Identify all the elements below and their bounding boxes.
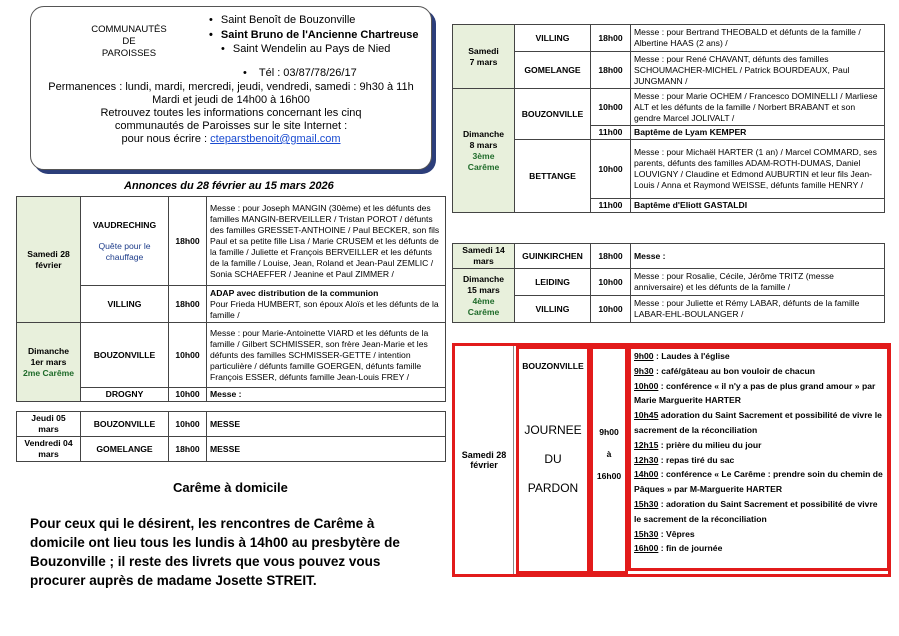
location-name: VAUDRECHING <box>92 219 157 230</box>
location-cell: VILLING <box>81 286 169 323</box>
time-cell: 18h00 <box>591 52 631 89</box>
mass-cell: Messe : pour Juliette et Rémy LABAR, défunts de la famille LABAR-EHL-BOULANGER / <box>631 296 885 323</box>
location-cell: BETTANGE <box>515 140 591 213</box>
hours-line: Mardi et jeudi de 14h00 à 16h00 <box>152 94 310 106</box>
table-row <box>453 244 885 269</box>
time-cell: 18h00 <box>169 437 207 462</box>
info-line: communautés de Paroisses sur le site Internet : <box>114 120 348 132</box>
location-cell: LEIDING <box>515 269 591 296</box>
mass-text: Pour Frieda HUMBERT, son époux Aloïs et les défunts de la famille / <box>210 298 439 320</box>
pardon-program <box>628 346 890 571</box>
mass-cell: MESSE <box>207 437 446 462</box>
weekday-table <box>16 411 446 462</box>
program-item: 10h45 adoration du Saint Sacrement et possibilité de vivre le sacrement de la réconciliation <box>634 410 882 435</box>
program-item: 16h00 : fin de journée <box>634 543 723 554</box>
baptism-cell: Baptême de Lyam KEMPER <box>631 126 885 140</box>
program-item: 12h30 : repas tiré du sac <box>634 454 735 465</box>
day-date: 1er mars <box>30 356 67 367</box>
time-cell: 11h00 <box>591 199 631 213</box>
time-cell: 10h00 <box>169 388 207 402</box>
info-line: Retrouvez toutes les informations concernant les cinq <box>100 107 362 119</box>
mass-cell: Messe : pour Michaël HARTER (1 an) / Marcel COMMARD, ses parents, défunts des familles ADAM-ROTH-DUMAS, Daniel LOUVIGNY / Claudine et Edmond AUBURTIN et leur fils Jean-Louis / Anna et Raymond WEISSE, défunts famille HENRY / <box>631 140 885 199</box>
parish-header-box <box>30 6 432 170</box>
right-schedule-table-2 <box>452 243 885 323</box>
time-cell: 10h00 <box>591 296 631 323</box>
hours-start: 9h00 <box>599 427 619 437</box>
program-item: 10h00 : conférence « il n'y a pas de plus grand amour » par Marie Marguerite HARTER <box>634 380 876 406</box>
table-row <box>17 412 446 437</box>
pardon-place-box <box>516 346 590 574</box>
mass-cell <box>207 286 446 323</box>
parish-item: • Saint Wendelin au Pays de Nied <box>221 42 429 57</box>
baptism-cell: Baptême d'Eliott GASTALDI <box>631 199 885 213</box>
location-cell: GOMELANGE <box>81 437 169 462</box>
program-item: 9h30 : café/gâteau au bon vouloir de chacun <box>634 365 815 376</box>
time-cell: 10h00 <box>169 412 207 437</box>
hours-line: Permanences : lundi, mardi, mercredi, jeudi, vendredi, samedi : 9h30 à 11h <box>48 81 414 93</box>
careme-title: Carême à domicile <box>173 480 288 495</box>
time-cell: 18h00 <box>169 197 207 286</box>
parish-list <box>209 13 429 57</box>
hours-end: 16h00 <box>596 471 622 481</box>
day-name: Samedi <box>468 45 499 56</box>
time-cell: 18h00 <box>169 286 207 323</box>
mass-cell: Messe : <box>207 388 446 402</box>
table-row <box>453 25 885 52</box>
location-cell: GUINKIRCHEN <box>515 244 591 269</box>
program-item: 15h30 : Vêpres <box>634 528 695 539</box>
left-schedule-table <box>16 196 446 402</box>
hours-sep: à <box>606 449 612 459</box>
day-cell <box>453 25 515 89</box>
day-name: Dimanche <box>27 345 70 356</box>
announces-title: Annonces du 28 février au 15 mars 2026 <box>124 180 334 192</box>
office-hours <box>31 81 431 146</box>
day-date: 15 mars <box>467 284 500 295</box>
location-cell: BOUZONVILLE <box>81 412 169 437</box>
mass-cell: Messe : pour Joseph MANGIN (30ème) et les défunts des familles MANGIN-BERVEILLER / Tristan POROT / défunts des familles GRESSET-ANTHOINE / Paul BECKER, son fils Paul et sa petite fille Lisa / Marie CRUSEM et les défunts de la famille / Juliette et François BERVEILLER et les défunts de la famille / Louise, Jean, Roland et Jean-Paul ZEMLIC / Sonia SCHAEFFER / Jeanine et Paul ZIMMER / <box>207 197 446 286</box>
email-link[interactable]: cteparstbenoit@gmail.com <box>210 133 341 145</box>
location-cell <box>81 197 169 286</box>
location-cell: VILLING <box>515 296 591 323</box>
mass-cell: Messe : pour René CHAVANT, défunts des familles SCHOUMACHER-MICHEL / Patrick BOURDEAUX, Paul JUNGMANN / <box>631 52 885 89</box>
time-cell: 10h00 <box>591 269 631 296</box>
program-item: 15h30 : adoration du Saint Sacrement et possibilité de vivre le sacrement de la réconciliation <box>634 498 878 524</box>
day-name: Dimanche <box>462 128 505 139</box>
pardon-day: Samedi 28 février <box>455 346 514 574</box>
location-cell: DROGNY <box>81 388 169 402</box>
label-line: DE <box>122 36 136 47</box>
title-word: JOURNEE <box>524 423 582 437</box>
day-cell: Vendredi 04 mars <box>17 437 81 462</box>
mass-cell: Messe : pour Bertrand THEOBALD et défunts de la famille / Albertine HAAS (2 ans) / <box>631 25 885 52</box>
mass-cell: Messe : pour Marie-Antoinette VIARD et les défunts de la famille / Gilbert SCHMISSER, son frère Jean-Marie et les défunts des familles SCHMISSER-GETTE / intention particulière / défunts famille GOERGEN, défunts famille François ESSER, défunts famille Jean-Louis FREY / <box>207 323 446 388</box>
lent-week: 2me Carême <box>22 367 75 378</box>
day-cell: Samedi 14 mars <box>453 244 515 269</box>
lent-week: 3ème Carême <box>467 150 500 172</box>
day-name: Dimanche <box>462 273 505 284</box>
mass-cell: Messe : pour Rosalie, Cécile, Jérôme TRITZ (messe anniversaire) et les défunts de la famille / <box>631 269 885 296</box>
table-row <box>17 388 446 402</box>
day-cell: Jeudi 05 mars <box>17 412 81 437</box>
day-date: 8 mars <box>469 139 498 150</box>
table-row <box>453 269 885 296</box>
right-schedule-table <box>452 24 885 213</box>
table-row <box>17 323 446 388</box>
day-cell: Samedi 28 février <box>17 197 81 323</box>
time-cell: 11h00 <box>591 126 631 140</box>
table-row <box>453 296 885 323</box>
table-row <box>453 89 885 126</box>
day-date: 7 mars <box>469 56 498 67</box>
table-row <box>17 286 446 323</box>
day-cell <box>453 269 515 323</box>
parish-item: • Saint Benoît de Bouzonville <box>209 13 429 28</box>
time-cell: 18h00 <box>591 244 631 269</box>
mass-cell: MESSE <box>207 412 446 437</box>
time-cell: 10h00 <box>591 89 631 126</box>
table-row <box>453 52 885 89</box>
time-cell: 18h00 <box>591 25 631 52</box>
time-cell: 10h00 <box>591 140 631 199</box>
title-word: DU <box>544 452 562 466</box>
careme-body: Pour ceux qui le désirent, les rencontres de Carême à domicile ont lieu tous les lundis à 14h00 au presbytère de Bouzonville ; il reste des livrets que vous pouvez vous procurer auprès de madame Josette STREIT. <box>30 516 400 588</box>
pardon-hours-box <box>590 346 628 574</box>
mass-cell: Messe : pour Marie OCHEM / Francesco DOMINELLI / Marliese ALT et les défunts de la famille / Norbert BRABANT et son gendre Marcel JOLIVALT / <box>631 89 885 126</box>
location-cell: GOMELANGE <box>515 52 591 89</box>
program-item: 12h15 : prière du milieu du jour <box>634 439 762 450</box>
lent-week: 4ème Carême <box>467 295 500 317</box>
location-cell: BOUZONVILLE <box>515 89 591 140</box>
phone-number: • Tél : 03/87/78/26/17 <box>243 67 357 79</box>
table-row <box>17 197 446 286</box>
program-item: 14h00 : conférence « Le Carême : prendre soin du chemin de Pâques » par M-Marguerite HARTER <box>634 469 883 495</box>
adap-label: ADAP avec distribution de la communion <box>210 287 379 298</box>
collection-note: Quête pour le chauffage <box>98 240 151 262</box>
parish-item: • Saint Bruno de l'Ancienne Chartreuse <box>209 28 429 43</box>
pardon-place: BOUZONVILLE <box>522 361 584 371</box>
location-cell: VILLING <box>515 25 591 52</box>
day-cell <box>17 323 81 402</box>
pardon-day-box <box>452 343 891 577</box>
table-row <box>453 140 885 199</box>
program-item: 9h00 : Laudes à l'église <box>634 351 730 361</box>
time-cell: 10h00 <box>169 323 207 388</box>
pardon-title <box>519 416 587 503</box>
label-line: PAROISSES <box>101 48 157 59</box>
mass-cell: Messe : <box>631 244 885 269</box>
title-word: PARDON <box>527 481 579 495</box>
label-line: COMMUNAUTÉS <box>91 24 167 35</box>
communities-label <box>79 24 179 60</box>
location-cell: BOUZONVILLE <box>81 323 169 388</box>
contact-line: pour nous écrire : cteparstbenoit@gmail.com <box>121 133 341 145</box>
day-cell <box>453 89 515 213</box>
table-row <box>17 437 446 462</box>
